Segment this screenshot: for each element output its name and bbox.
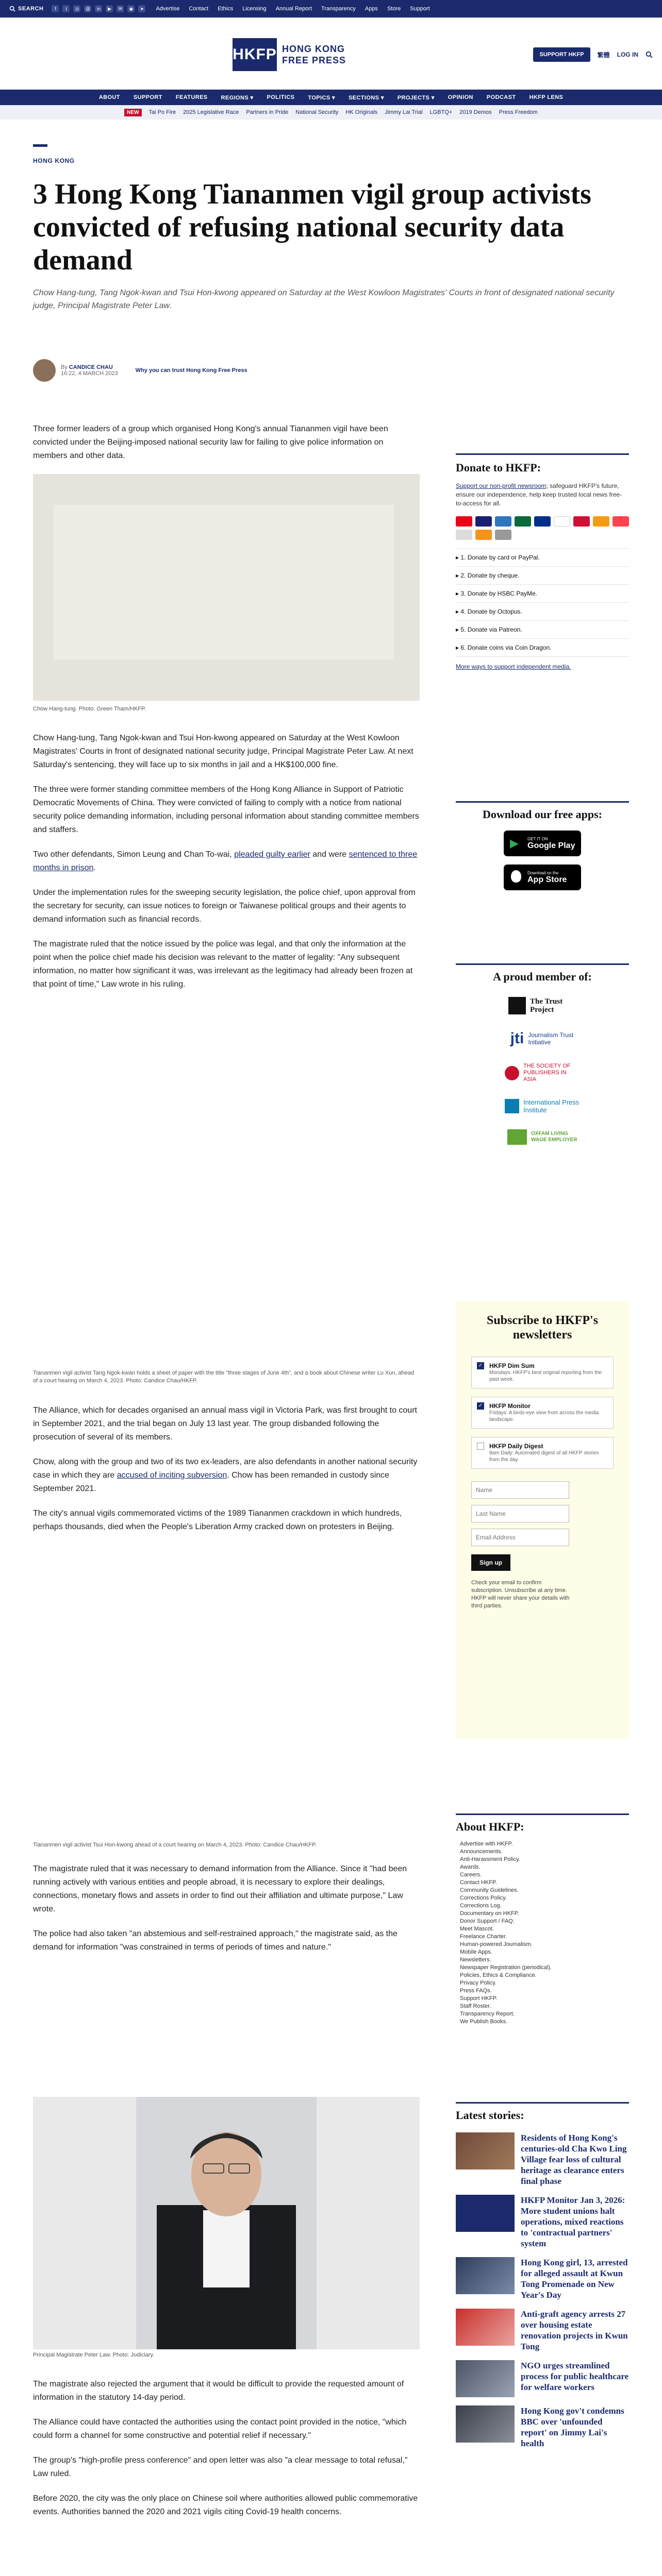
- nav-politics[interactable]: POLITICS: [267, 94, 295, 100]
- paragraph: The police had also taken "an abstemious and self-restrained approach," the magistrate said, as the demand for information "was constrained in terms of periods of times and nature.": [33, 1929, 398, 1952]
- twitter-icon[interactable]: t: [62, 5, 70, 12]
- arrow-icon: ▸: [456, 644, 461, 651]
- about-link[interactable]: Policies, Ethics & Compliance.: [460, 1972, 537, 1978]
- arrow-icon: ▸: [456, 554, 461, 561]
- photo-caption: Principal Magistrate Peter Law. Photo: Judiciary.: [33, 2352, 155, 2358]
- latest-stories-widget: [456, 2102, 629, 2457]
- octopus-icon: [593, 516, 609, 527]
- newsletter-desc: Fridays: A birds-eye view from across the media landscape.: [489, 1410, 599, 1422]
- paragraph: The Alliance, which for decades organised an annual mass vigil in Victoria Park, was first brought to court in September 2021, and the trial began on July 13 last year. The group disbanded following the prosecution of several of its members.: [33, 1406, 417, 1442]
- latest-story[interactable]: [456, 2257, 629, 2300]
- inline-link[interactable]: accused of inciting subversion: [117, 1471, 227, 1480]
- paragraph: Before 2020, the city was the only place on Chinese soil where authorities allowed public commemorative events. Authorities banned the 2020 and 2021 vigils citing Covid-19 health concerns.: [33, 2494, 418, 2516]
- nav-sections[interactable]: SECTIONS ▾: [348, 94, 384, 101]
- about-link[interactable]: Newsletters.: [460, 1957, 491, 1963]
- telegram-icon[interactable]: ➤: [138, 5, 145, 12]
- paragraph: The group's "high-profile press conference" and open letter was also "a clear message to total refusal," Law ruled.: [33, 2456, 408, 2478]
- youtube-icon[interactable]: ▶: [106, 5, 113, 12]
- top-link-transparency[interactable]: Transparency: [321, 6, 356, 12]
- nav-about[interactable]: ABOUT: [98, 94, 120, 100]
- story-title: Residents of Hong Kong's centuries-old Cha Kwo Ling Village fear loss of cultural heritage as clearance enters final phase: [521, 2133, 627, 2186]
- checkbox-checked-icon[interactable]: ✓: [477, 1402, 484, 1410]
- paragraph: The magistrate also rejected the argument that it would be difficult to provide the requested amount of information in the statutory 14-day period.: [33, 2380, 404, 2402]
- donate-option[interactable]: [456, 638, 629, 657]
- paragraph: Three former leaders of a group which organised Hong Kong's annual Tiananmen vigil have been convicted under the Beijing-imposed national security law for failing to give police information on members and other data.: [33, 425, 388, 460]
- payme-icon: [573, 516, 590, 527]
- badge-big-text: Google Play: [527, 841, 575, 850]
- text-run: and were: [312, 850, 347, 859]
- oxfam-icon: [507, 1129, 527, 1145]
- donate-option-label: 6. Donate coins via Coin Dragon.: [460, 644, 552, 651]
- donation-options: [456, 548, 629, 657]
- latest-story[interactable]: [456, 2360, 629, 2397]
- about-link[interactable]: Newspaper Registration (periodical).: [460, 1964, 552, 1971]
- about-link[interactable]: Support HKFP.: [460, 1995, 498, 2002]
- trending-link[interactable]: National Security: [295, 109, 339, 115]
- logo-mark: HKFP: [233, 38, 277, 71]
- jti-logo[interactable]: [510, 1030, 575, 1047]
- trending-link[interactable]: Partners in Pride: [246, 109, 289, 115]
- arrow-icon: ▸: [456, 590, 461, 597]
- badge-small-text: Download on the: [527, 870, 559, 875]
- article-body-1: [33, 732, 420, 991]
- support-hkfp-button[interactable]: SUPPORT HKFP: [533, 47, 590, 62]
- section-rule: [456, 2102, 629, 2104]
- text-run: .: [93, 863, 96, 872]
- article-photo-magistrate: [33, 2097, 420, 2349]
- about-link[interactable]: Staff Roster.: [460, 2003, 491, 2009]
- donate-text: ; safeguard HKFP's future, ensure our independence, help keep trusted local news free-to-access for all.: [456, 482, 622, 507]
- paragraph: [33, 1455, 420, 1496]
- login-link[interactable]: LOG IN: [617, 51, 638, 58]
- top-link-annual-report[interactable]: Annual Report: [275, 6, 312, 12]
- category-link[interactable]: HONG KONG: [33, 157, 75, 164]
- nav-topics[interactable]: TOPICS ▾: [308, 94, 335, 101]
- trending-link[interactable]: Press Freedom: [499, 109, 538, 115]
- trending-bar: [0, 105, 662, 120]
- donate-option[interactable]: [456, 566, 629, 584]
- checkbox-unchecked-icon[interactable]: [477, 1443, 484, 1450]
- about-link[interactable]: Privacy Policy.: [460, 1980, 496, 1986]
- about-link[interactable]: Community Guidelines.: [460, 1887, 519, 1893]
- article-photo-tang: [33, 1141, 420, 1368]
- arrow-icon: ▸: [456, 572, 461, 579]
- paragraph: The magistrate ruled that it was necessary to demand information from the Alliance. Since it "had been running actively with various entities and people abroad, it is necessary to explore their dealings, connections, monetary flows and assets in order to find out their affiliation and ultimate purpose," Law wrote.: [33, 1865, 407, 1913]
- newsletter-desc: 8am Daily: Automated digest of all HKFP stories from the day.: [489, 1450, 599, 1463]
- about-link[interactable]: Mobile Apps.: [460, 1949, 492, 1955]
- donate-widget: [456, 453, 629, 670]
- rss-icon[interactable]: ◉: [127, 5, 135, 12]
- story-thumbnail: [456, 2309, 515, 2346]
- newsletter-option-monitor[interactable]: [471, 1397, 614, 1429]
- inline-link[interactable]: pleaded guilty earlier: [234, 850, 310, 859]
- donate-option-label: 4. Donate by Octopus.: [460, 608, 522, 615]
- author-link[interactable]: CANDICE CHAU: [69, 364, 113, 370]
- search-icon: [9, 6, 15, 12]
- trending-link[interactable]: 2019 Demos: [459, 109, 492, 115]
- nav-hkfp-lens[interactable]: HKFP LENS: [529, 94, 564, 100]
- story-title: Hong Kong gov't condemns BBC over 'unfounded report' on Jimmy Lai's health: [521, 2406, 624, 2448]
- last-name-field[interactable]: [471, 1505, 569, 1522]
- hkfp-logo[interactable]: [233, 38, 346, 71]
- donate-option[interactable]: [456, 620, 629, 638]
- article-standfirst: Chow Hang-tung, Tang Ngok-kwan and Tsui Hon-kwong appeared on Saturday at the West Kowloon Magistrates' Courts in front of designated national security judge, Principal Magistrate Peter Law.: [33, 289, 615, 310]
- photo-caption: Chow Hang-tung. Photo: Green Tham/HKFP.: [33, 706, 146, 712]
- story-title: HKFP Monitor Jan 3, 2026: More student unions halt operations, mixed reactions to 'contractual partners' system: [521, 2195, 625, 2248]
- trending-link[interactable]: Tai Po Fire: [148, 109, 176, 115]
- kicker-rule: [33, 144, 47, 147]
- article-body-4: [33, 2378, 420, 2519]
- about-link[interactable]: Advertise with HKFP.: [460, 1841, 513, 1847]
- text-run: Two other defendants, Simon Leung and Chan To-wai,: [33, 850, 232, 859]
- email-field[interactable]: [471, 1529, 569, 1546]
- about-link[interactable]: Corrections Policy.: [460, 1895, 507, 1901]
- donate-title: Donate to HKFP:: [456, 461, 541, 474]
- about-link[interactable]: Donor Support / FAQ.: [460, 1918, 515, 1924]
- app-store-badge[interactable]: [504, 865, 581, 890]
- trust-project-icon: [508, 997, 526, 1014]
- donate-option-label: 3. Donate by HSBC PayMe.: [460, 590, 538, 597]
- arrow-icon: ▸: [456, 608, 461, 615]
- donate-option-label: 1. Donate by card or PayPal.: [460, 554, 540, 561]
- article-headline: 3 Hong Kong Tiananmen vigil group activists convicted of refusing national security data demand: [33, 178, 591, 276]
- logo-wordmark: [282, 43, 346, 66]
- section-rule: [456, 453, 629, 455]
- section-rule: [456, 1814, 629, 1815]
- payment-methods: [456, 516, 629, 540]
- about-link[interactable]: Press FAQs.: [460, 1988, 492, 1994]
- paypal-icon: [534, 516, 551, 527]
- text-run: . Chow has been remanded in custody since September 2021.: [33, 1471, 390, 1493]
- article-body-3: [33, 1862, 420, 1954]
- email-icon[interactable]: ✉: [117, 5, 124, 12]
- sopa-icon: [505, 1066, 519, 1080]
- nav-opinion[interactable]: OPINION: [448, 94, 473, 100]
- member-title: A proud member of:: [493, 970, 592, 983]
- jcb-icon: [515, 516, 531, 527]
- about-link[interactable]: Anti-Harassment Policy.: [460, 1856, 520, 1862]
- top-link-apps[interactable]: Apps: [365, 6, 378, 12]
- bitcoin-icon: [475, 530, 492, 540]
- latest-story[interactable]: [456, 2132, 629, 2187]
- main-navigation: [0, 90, 662, 105]
- nav-projects[interactable]: PROJECTS ▾: [397, 94, 435, 101]
- byline-by: By: [61, 364, 68, 370]
- badge-big-text: App Store: [527, 875, 567, 884]
- oxfam-logo[interactable]: [507, 1129, 577, 1145]
- nav-support[interactable]: SUPPORT: [133, 94, 162, 100]
- member-name: The Trust Project: [530, 997, 563, 1014]
- trending-link[interactable]: 2025 Legislative Race: [183, 109, 239, 115]
- donate-option[interactable]: [456, 602, 629, 620]
- newsletter-name: HKFP Monitor: [489, 1402, 531, 1410]
- photo-caption: Tiananmen vigil activist Tsui Hon-kwong ahead of a court hearing on March 4, 2023. Photo: Candice Chau/HKFP.: [33, 1842, 317, 1848]
- photo-illustration: [33, 474, 420, 701]
- author-avatar: [33, 359, 56, 382]
- mastercard-icon: [456, 516, 472, 527]
- paragraph: The magistrate ruled that the notice issued by the police was legal, and that only the information at the point when the police chief made his decision was relevant to the matter of legality: "Any subsequent information, no matter how significant it was, was irrelevant as the legitimacy had already been frozen at that point of time," Law wrote in his ruling.: [33, 940, 413, 989]
- badge-small-text: GET IT ON: [527, 836, 548, 841]
- member-logos: [456, 997, 629, 1145]
- text-run: Chow, along with the group and two of its two ex-leaders, are also defendants in another national security case in which they are: [33, 1458, 418, 1480]
- amex-icon: [495, 516, 511, 527]
- newsletter-options: [471, 1357, 614, 1469]
- top-link-licensing[interactable]: Licensing: [242, 6, 267, 12]
- paragraph: [33, 848, 420, 875]
- apple-icon: [511, 870, 521, 883]
- newsletter-name: HKFP Dim Sum: [489, 1362, 535, 1369]
- jti-icon: jti: [510, 1030, 524, 1047]
- top-links: [156, 6, 429, 12]
- apps-widget: [456, 801, 629, 890]
- first-name-field[interactable]: [471, 1481, 569, 1499]
- logo-line-2: FREE PRESS: [282, 55, 346, 65]
- article-intro: [33, 422, 420, 463]
- about-link[interactable]: Corrections Log.: [460, 1903, 502, 1909]
- ipi-logo[interactable]: [505, 1098, 580, 1114]
- threads-icon[interactable]: @: [84, 5, 91, 12]
- google-play-icon: ▶: [510, 837, 519, 850]
- trust-link[interactable]: Why you can trust Hong Kong Free Press: [135, 367, 247, 374]
- donate-link[interactable]: Support our non-profit newsroom: [456, 482, 547, 489]
- about-link[interactable]: Awards.: [460, 1864, 481, 1870]
- about-link[interactable]: Transparency Report.: [460, 2011, 515, 2017]
- newsletter-option-dimsum[interactable]: [471, 1357, 614, 1388]
- nav-podcast[interactable]: PODCAST: [486, 94, 516, 100]
- trust-project-logo[interactable]: [508, 997, 576, 1014]
- article-photo-tsui: [33, 1618, 420, 1839]
- newsletter-desc: Mondays: HKFP's best original reporting from the past week.: [489, 1370, 602, 1382]
- latest-story[interactable]: [456, 2405, 629, 2449]
- latest-title: Latest stories:: [456, 2109, 524, 2122]
- new-badge: NEW: [124, 109, 141, 116]
- search-button[interactable]: [9, 6, 43, 12]
- paragraph: Under the implementation rules for the sweeping security legislation, the police chief, upon approval from the secretary for security, can issue notices to foreign or Taiwanese political groups and their agents to demand information such as financial records.: [33, 888, 416, 924]
- masthead-actions: [533, 47, 653, 62]
- newsletter-option-digest[interactable]: [471, 1437, 614, 1469]
- inline-link[interactable]: sentenced to three months in prison: [33, 850, 418, 872]
- cheque-icon: [456, 530, 472, 540]
- about-links: [456, 1841, 629, 2025]
- linkedin-icon[interactable]: in: [95, 5, 102, 12]
- about-link[interactable]: Announcements.: [460, 1849, 503, 1855]
- sopa-logo[interactable]: [505, 1063, 580, 1083]
- google-play-badge[interactable]: [504, 831, 581, 856]
- search-icon[interactable]: [646, 51, 653, 58]
- top-link-ethics[interactable]: Ethics: [218, 6, 234, 12]
- story-thumbnail: [456, 2132, 515, 2170]
- about-link[interactable]: Careers.: [460, 1872, 482, 1878]
- donate-option-label: 5. Donate via Patreon.: [460, 626, 522, 633]
- paragraph: The city's annual vigils commemorated victims of the 1989 Tiananmen crackdown in which hundreds, perhaps thousands, died when the People's Liberation Army cracked down on protesters in Beijing.: [33, 1509, 402, 1531]
- story-title: Anti-graft agency arrests 27 over housing estate renovation projects in Kwun Tong: [521, 2309, 628, 2351]
- member-name: THE SOCIETY OF PUBLISHERS IN ASIA: [523, 1063, 571, 1082]
- member-name: International Press Institute: [523, 1098, 580, 1114]
- more-ways-link[interactable]: More ways to support independent media.: [456, 663, 571, 670]
- social-links: [52, 5, 145, 12]
- trending-link[interactable]: LGBTQ+: [429, 109, 453, 115]
- top-link-store[interactable]: Store: [387, 6, 401, 12]
- masthead: [0, 18, 662, 90]
- ipi-icon: [505, 1099, 519, 1113]
- donate-option-label: 2. Donate by cheque.: [460, 572, 520, 579]
- signup-button[interactable]: Sign up: [471, 1554, 510, 1571]
- member-name: OXFAM LIVING WAGE EMPLOYER: [531, 1131, 577, 1143]
- coin-icon: [495, 530, 511, 540]
- article-body-2: [33, 1404, 420, 1534]
- story-thumbnail: [456, 2195, 515, 2232]
- magistrate-portrait: [33, 2097, 420, 2349]
- newsletter-title: Subscribe to HKFP's newsletters: [486, 1314, 598, 1342]
- top-utility-bar: [0, 0, 662, 18]
- apps-title: Download our free apps:: [482, 808, 603, 821]
- about-link[interactable]: Freelance Charter.: [460, 1934, 507, 1940]
- top-link-advertise[interactable]: Advertise: [156, 6, 180, 12]
- logo-line-1: HONG KONG: [282, 44, 345, 54]
- newsletter-note: Check your email to confirm subscription. Unsubscribe at any time. HKFP will never share your details with third parties.: [471, 1580, 570, 1609]
- fps-icon: [554, 516, 570, 527]
- language-switch[interactable]: 繁體: [597, 51, 610, 59]
- about-link[interactable]: Human-powered Journalism.: [460, 1941, 533, 1947]
- story-title: NGO urges streamlined process for public healthcare for welfare workers: [521, 2361, 629, 2392]
- latest-story[interactable]: [456, 2309, 629, 2352]
- member-name: Journalism Trust Initiative: [528, 1031, 574, 1046]
- nav-features[interactable]: FEATURES: [175, 94, 208, 100]
- photo-caption: Tiananmen vigil activist Tang Ngok-kwan holds a sheet of paper with the title "three stages of June 4th", and a book about Chinese writer Lu Xun, ahead of a court hearing on March 4, 2023. Photo: Candice Chau/HKFP.: [33, 1370, 415, 1384]
- section-rule: [456, 963, 629, 965]
- visa-icon: [475, 516, 492, 527]
- byline: [33, 359, 247, 382]
- nav-regions[interactable]: REGIONS ▾: [221, 94, 254, 101]
- patreon-icon: [613, 516, 629, 527]
- trending-link[interactable]: Jimmy Lai Trial: [385, 109, 423, 115]
- paragraph: The Alliance could have contacted the authorities using the contact point provided in the notice, "which could form a channel for some constructive and potential relief if necessary.": [33, 2418, 407, 2440]
- publish-date: 16:22, 4 MARCH 2023: [61, 370, 118, 377]
- membership-widget: [456, 963, 629, 1145]
- instagram-icon[interactable]: ◎: [73, 5, 80, 12]
- story-thumbnail: [456, 2257, 515, 2294]
- newsletter-name: HKFP Daily Digest: [489, 1443, 543, 1450]
- facebook-icon[interactable]: f: [52, 5, 59, 12]
- top-link-contact[interactable]: Contact: [189, 6, 209, 12]
- byline-text: [61, 364, 118, 377]
- paragraph: The three were former standing committee members of the Hong Kong Alliance in Support of Patriotic Democratic Movements of China. They were convicted of failing to comply with a notice from national security police demanding information, including personal information about standing committee members and staffers.: [33, 785, 419, 834]
- story-title: Hong Kong girl, 13, arrested for alleged assault at Kwun Tong Promenade on New Year's Day: [521, 2258, 628, 2300]
- story-thumbnail: [456, 2360, 515, 2397]
- newsletter-widget: [456, 1301, 629, 1739]
- about-link[interactable]: Meet Mascot.: [460, 1926, 494, 1932]
- about-link[interactable]: We Publish Books.: [460, 2019, 508, 2025]
- latest-story[interactable]: [456, 2195, 629, 2249]
- article-photo-chow: [33, 474, 420, 701]
- section-rule: [456, 801, 629, 803]
- top-link-support[interactable]: Support: [410, 6, 430, 12]
- paragraph: Chow Hang-tung, Tang Ngok-kwan and Tsui Hon-kwong appeared on Saturday at the West Kowloon Magistrates' Courts in front of designated national security judge, Principal Magistrate Peter Law. At next Saturday's sentencing, they will face up to six months in jail and a HK$100,000 fine.: [33, 734, 413, 769]
- donate-option[interactable]: [456, 548, 629, 566]
- checkbox-checked-icon[interactable]: ✓: [477, 1362, 484, 1369]
- about-link[interactable]: Contact HKFP.: [460, 1879, 497, 1886]
- arrow-icon: ▸: [456, 626, 461, 633]
- about-title: About HKFP:: [456, 1820, 524, 1833]
- donate-pitch: [456, 482, 629, 508]
- about-widget: [456, 1814, 629, 2026]
- search-label: SEARCH: [18, 6, 44, 12]
- about-link[interactable]: Documentary on HKFP.: [460, 1910, 519, 1917]
- story-thumbnail: [456, 2405, 515, 2443]
- trending-link[interactable]: HK Originals: [345, 109, 378, 115]
- donate-option[interactable]: [456, 584, 629, 602]
